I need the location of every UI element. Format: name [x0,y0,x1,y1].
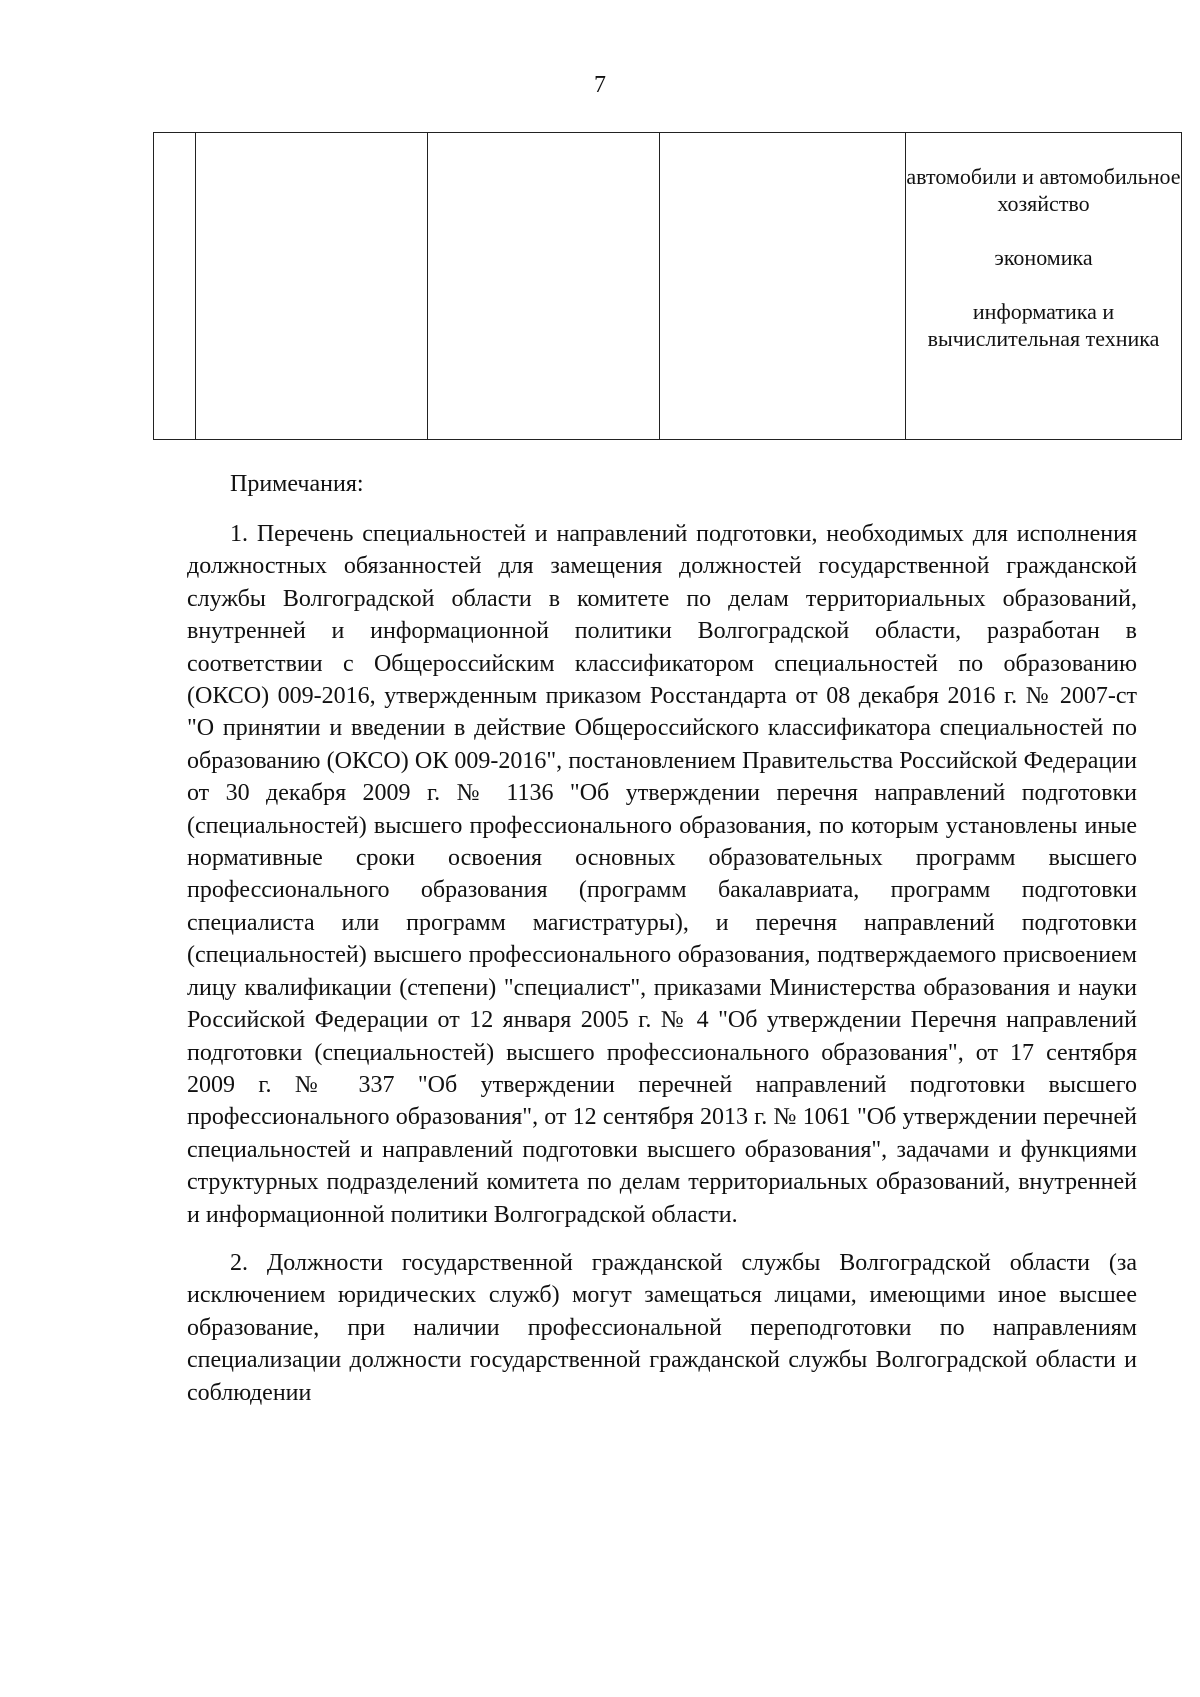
table-cell-number [154,133,196,440]
qualification-table [153,132,1181,440]
table-cell-education-level [428,133,660,440]
specialty-item: автомобили и автомобильное хозяйство [906,164,1181,216]
page-number: 7 [594,72,606,98]
specialty-item: информатика и вычислительная техника [927,299,1160,351]
table-cell-position [196,133,428,440]
table-cell-specialties [906,133,1182,440]
notes-title: Примечания: [230,471,364,497]
notes-body [187,518,1137,1425]
note-paragraph: 1. Перечень специальностей и направлений подготовки, необходимых для исполнения должностных обязанностей для замещения должностей государственной гражданской службы Волгоградской области в комитете по делам территориальных образований, внутренней и информационной политики Волгоградской области, разработан в соответствии с Общероссийским классификатором специальностей по образованию (ОКСО) 009-2016, утвержденным приказом Росстандарта от 08 декабря 2016 г. № 2007-ст "О принятии и введении в действие Общероссийского классификатора специальностей по образованию (ОКСО) ОК 009-2016", постановлением Правительства Российской Федерации от 30 декабря 2009 г. № 1136 "Об утверждении перечня направлений подготовки (специальностей) высшего профессионального образования, по которым установлены иные нормативные сроки освоения основных образовательных программ высшего профессионального образования (программ бакалавриата, программ подготовки специалиста или программ магистратуры), и перечня направлений подготовки (специальностей) высшего профессионального образования, подтверждаемого присвоением лицу квалификации (степени) "специалист", приказами Министерства образования и науки Российской Федерации от 12 января 2005 г. № 4 "Об утверждении Перечня направлений подготовки (специальностей) высшего профессионального образования", от 17 сентября 2009 г. № 337 "Об утверждении перечней направлений подготовки высшего профессионального образования", от 12 сентября 2013 г. № 1061 "Об утверждении перечней специальностей и направлений подготовки высшего образования", задачами и функциями структурных подразделений комитета по делам территориальных образований, внутренней и информационной политики Волгоградской области. [187,521,1137,1228]
specialty-item: экономика [994,245,1093,270]
note-paragraph: 2. Должности государственной гражданской службы Волгоградской области (за исключением юридических служб) могут замещаться лицами, имеющими иное высшее образование, при наличии профессиональной переподготовки по направлениям специализации должности государственной гражданской службы Волгоградской области и соблюдении [187,1249,1137,1406]
table-cell-qualification [660,133,906,440]
